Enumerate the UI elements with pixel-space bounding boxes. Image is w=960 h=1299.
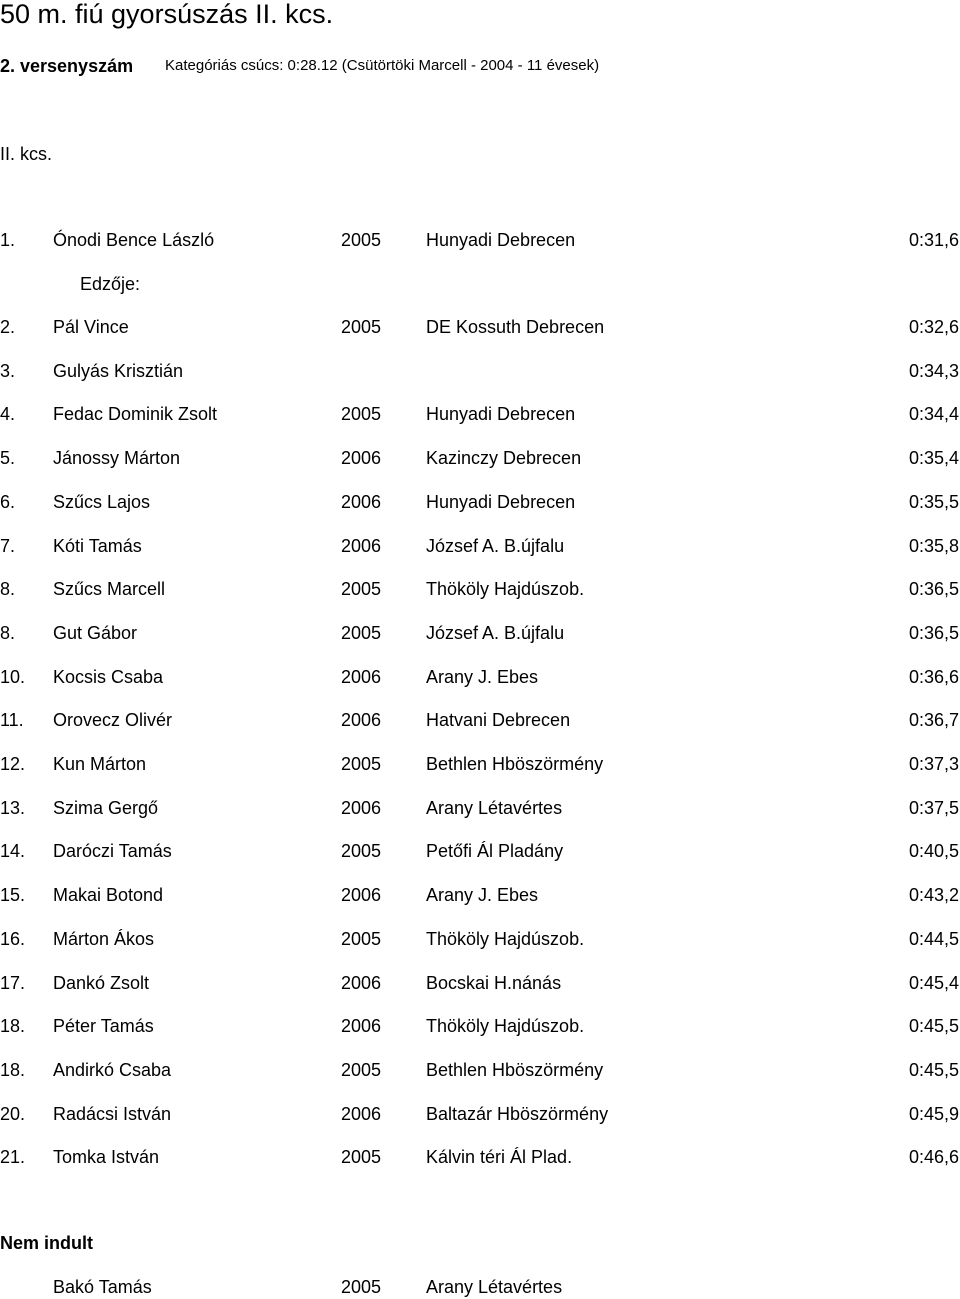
birth-year-cell: 2006 (341, 797, 382, 818)
club-cell: Bocskai H.nánás (426, 972, 562, 993)
time-cell: 0:45,5 (908, 1059, 959, 1080)
time-cell: 0:35,8 (908, 535, 959, 556)
time-cell: 0:46,6 (908, 1147, 959, 1168)
event-record: Kategóriás csúcs: 0:28.12 (Csütörtöki Marcell - 2004 - 11 évesek) (165, 57, 600, 74)
birth-year-cell: 2005 (341, 404, 382, 425)
place-cell: 15. (0, 885, 26, 906)
birth-year-cell: 2006 (341, 972, 382, 993)
name-cell: Szűcs Marcell (53, 579, 166, 600)
table-row (0, 315, 960, 339)
time-cell: 0:45,9 (908, 1103, 959, 1124)
name-cell: Jánossy Márton (53, 448, 181, 469)
birth-year-cell: 2005 (341, 841, 382, 862)
place-cell: 14. (0, 841, 26, 862)
time-cell: 0:36,7 (908, 710, 959, 731)
club-cell: Bethlen Hböszörmény (426, 1059, 604, 1080)
name-cell: Szűcs Lajos (53, 491, 151, 512)
name-cell: Makai Botond (53, 885, 164, 906)
club-cell: Arany J. Ebes (426, 885, 539, 906)
club-cell: Arany J. Ebes (426, 666, 539, 687)
place-cell: 20. (0, 1103, 26, 1124)
birth-year-cell: 2005 (341, 754, 382, 774)
category-heading: II. kcs. (0, 144, 53, 164)
table-row (0, 1145, 960, 1169)
table-row (0, 577, 960, 601)
time-cell: 0:44,5 (908, 928, 959, 949)
table-row (0, 752, 960, 776)
place-cell: 21. (0, 1147, 26, 1168)
event-label: 2. versenyszám (0, 56, 134, 76)
birth-year-cell: 2005 (341, 622, 382, 643)
table-row (0, 927, 960, 951)
name-cell: Kun Márton (53, 754, 147, 774)
club-cell: Arany Létavértes (426, 797, 563, 818)
birth-year-cell: 2005 (341, 317, 382, 337)
table-row (0, 1058, 960, 1082)
club-cell: József A. B.újfalu (426, 535, 565, 556)
club-cell: Hunyadi Debrecen (426, 230, 576, 250)
birth-year-cell: 2006 (341, 491, 382, 512)
table-row (0, 1014, 960, 1038)
birth-year-cell: 2005 (341, 579, 382, 600)
table-row (0, 1102, 960, 1126)
time-cell: 0:43,2 (908, 885, 959, 906)
place-cell: 2. (0, 317, 16, 337)
place-cell: 16. (0, 928, 26, 949)
birth-year-cell: 2006 (341, 535, 382, 556)
birth-year-cell: 2005 (341, 1147, 382, 1168)
place-cell: 18. (0, 1016, 26, 1037)
club-cell: Hunyadi Debrecen (426, 404, 576, 425)
name-cell: Gut Gábor (53, 622, 138, 643)
name-cell: Péter Tamás (53, 1016, 154, 1037)
table-row (0, 228, 960, 252)
place-cell: 6. (0, 491, 16, 512)
name-cell: Szima Gergő (53, 797, 159, 818)
place-cell: 18. (0, 1059, 26, 1080)
time-cell: 0:45,5 (908, 1016, 959, 1037)
place-cell: 11. (0, 710, 24, 731)
birth-year-cell: 2006 (341, 1016, 382, 1037)
did-not-start-heading: Nem indult (0, 1233, 93, 1253)
table-row (0, 534, 960, 558)
name-cell: Márton Ákos (53, 928, 155, 949)
birth-year-cell: 2006 (341, 710, 382, 731)
birth-year-cell: 2005 (341, 1059, 382, 1080)
name-cell: Radácsi István (53, 1103, 172, 1124)
name-cell: Fedac Dominik Zsolt (53, 404, 218, 425)
table-row (0, 708, 960, 732)
table-row (0, 796, 960, 820)
birth-year-cell: 2006 (341, 448, 382, 469)
place-cell: 8. (0, 579, 16, 600)
time-cell: 0:45,4 (908, 972, 959, 993)
club-cell: Kazinczy Debrecen (426, 448, 582, 469)
time-cell: 0:34,4 (908, 404, 959, 425)
name-cell: Pál Vince (53, 317, 129, 337)
place-cell: 10. (0, 666, 26, 687)
table-row (0, 971, 960, 995)
place-cell: 4. (0, 404, 16, 425)
club-cell: József A. B.újfalu (426, 622, 565, 643)
name-cell: Bakó Tamás (53, 1277, 152, 1297)
place-cell: 12. (0, 754, 26, 774)
table-row (0, 621, 960, 645)
table-row (0, 839, 960, 863)
time-cell: 0:37,3 (908, 754, 959, 774)
club-cell: Baltazár Hböszörmény (426, 1103, 609, 1124)
club-cell: Arany Létavértes (426, 1277, 563, 1297)
club-cell: Hatvani Debrecen (426, 710, 571, 731)
table-row (0, 402, 960, 426)
table-row (0, 665, 960, 689)
time-cell: 0:40,5 (908, 841, 959, 862)
table-row (0, 446, 960, 470)
birth-year-cell: 2005 (341, 1277, 382, 1297)
name-cell: Gulyás Krisztián (53, 360, 184, 381)
place-cell: 17. (0, 972, 26, 993)
club-cell: Kálvin téri Ál Plad. (426, 1147, 573, 1168)
table-row (0, 883, 960, 907)
name-cell: Dankó Zsolt (53, 972, 150, 993)
place-cell: 13. (0, 797, 26, 818)
club-cell: Thököly Hajdúszob. (426, 1016, 585, 1037)
place-cell: 3. (0, 360, 16, 381)
name-cell: Kocsis Csaba (53, 666, 164, 687)
birth-year-cell: 2006 (341, 885, 382, 906)
table-row (0, 490, 960, 514)
place-cell: 1. (0, 230, 16, 250)
coach-label: Edzője: (80, 274, 141, 294)
place-cell: 8. (0, 622, 16, 643)
name-cell: Daróczi Tamás (53, 841, 172, 862)
club-cell: Bethlen Hböszörmény (426, 754, 604, 774)
place-cell: 7. (0, 535, 16, 556)
time-cell: 0:31,6 (908, 230, 959, 250)
name-cell: Orovecz Olivér (53, 710, 173, 731)
name-cell: Tomka István (53, 1147, 160, 1168)
time-cell: 0:37,5 (908, 797, 959, 818)
birth-year-cell: 2006 (341, 1103, 382, 1124)
time-cell: 0:36,5 (908, 622, 959, 643)
place-cell: 5. (0, 448, 16, 469)
table-row (0, 359, 960, 383)
birth-year-cell: 2005 (341, 928, 382, 949)
club-cell: Hunyadi Debrecen (426, 491, 576, 512)
club-cell: Thököly Hajdúszob. (426, 579, 585, 600)
club-cell: DE Kossuth Debrecen (426, 317, 605, 337)
time-cell: 0:36,6 (908, 666, 959, 687)
club-cell: Petőfi Ál Pladány (426, 841, 564, 862)
time-cell: 0:35,4 (908, 448, 959, 469)
time-cell: 0:34,3 (908, 360, 959, 381)
time-cell: 0:36,5 (908, 579, 959, 600)
name-cell: Kóti Tamás (53, 535, 142, 556)
time-cell: 0:35,5 (908, 491, 959, 512)
birth-year-cell: 2005 (341, 230, 382, 250)
table-row (0, 1275, 960, 1299)
club-cell: Thököly Hajdúszob. (426, 928, 585, 949)
birth-year-cell: 2006 (341, 666, 382, 687)
name-cell: Andirkó Csaba (53, 1059, 172, 1080)
name-cell: Ónodi Bence László (53, 230, 215, 250)
time-cell: 0:32,6 (908, 317, 959, 337)
page-title: 50 m. fiú gyorsúszás II. kcs. (0, 0, 334, 29)
